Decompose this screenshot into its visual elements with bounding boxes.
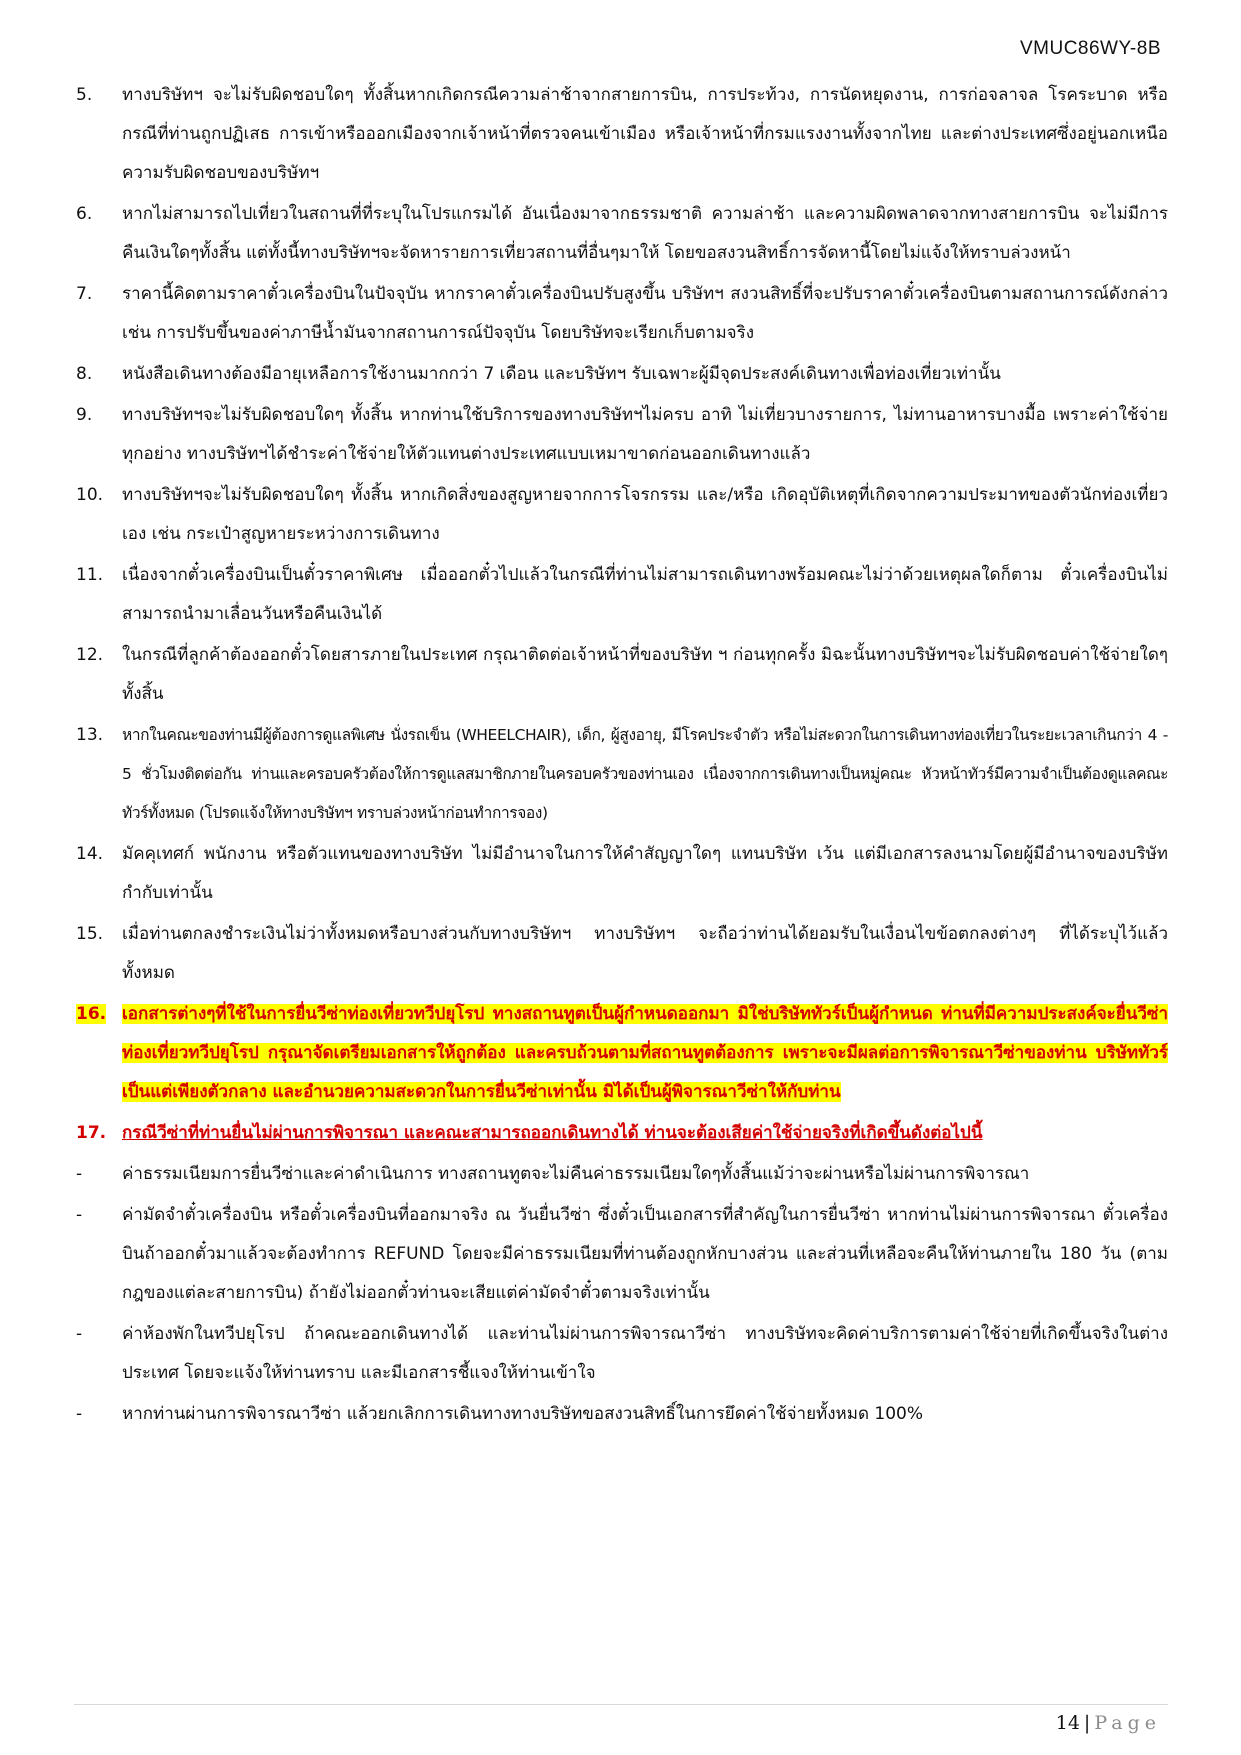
condition-item-11 bbox=[74, 556, 1168, 634]
item-number: 7. bbox=[76, 284, 93, 304]
item-number: 15. bbox=[76, 924, 104, 944]
item-number: 12. bbox=[76, 645, 104, 665]
item-text: ทางบริษัทฯจะไม่รับผิดชอบใดๆ ทั้งสิ้น หากเกิดสิ่งของสูญหายจากการโจรกรรม และ/หรือ เกิดอุบัติเหตุที่เกิดจากความประมาทของตัวนักท่องเที่ยวเอง เช่น กระเป๋าสูญหายระหว่างการเดินทาง bbox=[122, 485, 1168, 544]
item-text: กรณีวีซ่าที่ท่านยื่นไม่ผ่านการพิจารณา และคณะสามารถออกเดินทางได้ ท่านจะต้องเสียค่าใช้จ่ายจริงที่เกิดขึ้นดังต่อไปนี้ bbox=[122, 1123, 983, 1143]
item-text: เนื่องจากตั๋วเครื่องบินเป็นตั๋วราคาพิเศษ เมื่อออกตั๋วไปแล้วในกรณีที่ท่านไม่สามารถเดินทางพร้อมคณะไม่ว่าด้วยเหตุผลใดก็ตาม ตั๋วเครื่องบินไม่สามารถนำมาเลื่อนวันหรือคืนเงินได้ bbox=[122, 565, 1168, 624]
item-text: ทางบริษัทฯจะไม่รับผิดชอบใดๆ ทั้งสิ้น หากท่านใช้บริการของทางบริษัทฯไม่ครบ อาทิ ไม่เที่ยวบางรายการ, ไม่ทานอาหารบางมื้อ เพราะค่าใช้จ่ายทุกอย่าง ทางบริษัทฯได้ชำระค่าใช้จ่ายให้ตัวแทนต่างประเทศแบบเหมาขาดก่อนออกเดินทางแล้ว bbox=[122, 405, 1168, 464]
footer-divider bbox=[74, 1704, 1168, 1705]
condition-item-9 bbox=[74, 396, 1168, 474]
bullet-dash: - bbox=[76, 1404, 83, 1424]
item-number: 6. bbox=[76, 204, 93, 224]
condition-item-17-underlined bbox=[74, 1114, 1168, 1153]
item-text: หากไม่สามารถไปเที่ยวในสถานที่ที่ระบุในโปรแกรมได้ อันเนื่องมาจากธรรมชาติ ความล่าช้า และความผิดพลาดจากทางสายการบิน จะไม่มีการคืนเงินใดๆทั้งสิ้น แต่ทั้งนี้ทางบริษัทฯจะจัดหารายการเที่ยวสถานที่อื่นๆมาให้ โดยขอสงวนสิทธิ์การจัดหานี้โดยไม่แจ้งให้ทราบล่วงหน้า bbox=[122, 204, 1168, 263]
bullet-dash: - bbox=[76, 1324, 83, 1344]
item-number: 13. bbox=[76, 725, 104, 745]
visa-fee-bullet bbox=[74, 1155, 1168, 1194]
condition-item-8 bbox=[74, 355, 1168, 394]
item-number: 5. bbox=[76, 85, 93, 105]
footer-separator: | bbox=[1083, 1712, 1091, 1734]
page-label: Page bbox=[1094, 1712, 1161, 1734]
bullet-text: หากท่านผ่านการพิจารณาวีซ่า แล้วยกเลิกการเดินทางทางบริษัทขอสงวนสิทธิ์ในการยึดค่าใช้จ่ายทั้งหมด 100% bbox=[122, 1404, 924, 1424]
condition-item-10 bbox=[74, 476, 1168, 554]
item-number: 11. bbox=[76, 565, 104, 585]
hotel-cost-bullet bbox=[74, 1315, 1168, 1393]
item-text: ในกรณีที่ลูกค้าต้องออกตั๋วโดยสารภายในประเทศ กรุณาติดต่อเจ้าหน้าที่ของบริษัท ฯ ก่อนทุกครั้ง มิฉะนั้นทางบริษัทฯจะไม่รับผิดชอบค่าใช้จ่ายใดๆ ทั้งสิ้น bbox=[122, 645, 1168, 704]
item-number: 10. bbox=[76, 485, 104, 505]
cancellation-bullet bbox=[74, 1395, 1168, 1434]
item-text: ทางบริษัทฯ จะไม่รับผิดชอบใดๆ ทั้งสิ้นหากเกิดกรณีความล่าช้าจากสายการบิน, การประท้วง, การนัดหยุดงาน, การก่อจลาจล โรคระบาด หรือกรณีที่ท่านถูกปฏิเสธ การเข้าหรือออกเมืองจากเจ้าหน้าที่ตรวจคนเข้าเมือง หรือเจ้าหน้าที่กรมแรงงานทั้งจากไทย และต่างประเทศซึ่งอยู่นอกเหนือความรับผิดชอบของบริษัทฯ bbox=[122, 85, 1168, 183]
condition-item-5 bbox=[74, 76, 1168, 193]
condition-item-15 bbox=[74, 915, 1168, 993]
item-text: ราคานี้คิดตามราคาตั๋วเครื่องบินในปัจจุบัน หากราคาตั๋วเครื่องบินปรับสูงขึ้น บริษัทฯ สงวนสิทธิ์ที่จะปรับราคาตั๋วเครื่องบินตามสถานการณ์ดังกล่าว เช่น การปรับขึ้นของค่าภาษีน้ำมันจากสถานการณ์ปัจจุบัน โดยบริษัทจะเรียกเก็บตามจริง bbox=[122, 284, 1168, 343]
page-number: 14 bbox=[1055, 1712, 1080, 1734]
item-number: 9. bbox=[76, 405, 93, 425]
item-number: 16. bbox=[76, 1004, 107, 1024]
condition-item-13 bbox=[74, 716, 1168, 833]
condition-item-14 bbox=[74, 835, 1168, 913]
item-text: มัคคุเทศก์ พนักงาน หรือตัวแทนของทางบริษัท ไม่มีอำนาจในการให้คำสัญญาใดๆ แทนบริษัท เว้น แต่มีเอกสารลงนามโดยผู้มีอำนาจของบริษัทกำกับเท่านั้น bbox=[122, 844, 1168, 903]
condition-item-12 bbox=[74, 636, 1168, 714]
bullet-text: ค่ามัดจำตั๋วเครื่องบิน หรือตั๋วเครื่องบินที่ออกมาจริง ณ วันยื่นวีซ่า ซึ่งตั๋วเป็นเอกสารที่สำคัญในการยื่นวีซ่า หากท่านไม่ผ่านการพิจารณา ตั๋วเครื่องบินถ้าออกตั๋วมาแล้วจะต้องทำการ REFUND โดยจะมีค่าธรรมเนียมที่ท่านต้องถูกหักบางส่วน และส่วนที่เหลือจะคืนให้ท่านภายใน 180 วัน (ตามกฎของแต่ละสายการบิน) ถ้ายังไม่ออกตั๋วท่านจะเสียแต่ค่ามัดจำตั๋วตามจริงเท่านั้น bbox=[122, 1205, 1168, 1303]
item-text: เอกสารต่างๆที่ใช้ในการยื่นวีซ่าท่องเที่ยวทวีปยุโรป ทางสถานทูตเป็นผู้กำหนดออกมา มิใช่บริษัททัวร์เป็นผู้กำหนด ท่านที่มีความประสงค์จะยื่นวีซ่าท่องเที่ยวทวีปยุโรป กรุณาจัดเตรียมเอกสารให้ถูกต้อง และครบถ้วนตามที่สถานทูตต้องการ เพราะจะมีผลต่อการพิจารณาวีซ่าของท่าน บริษัททัวร์เป็นแต่เพียงตัวกลาง และอำนวยความสะดวกในการยื่นวีซ่าเท่านั้น มิได้เป็นผู้พิจารณาวีซ่าให้กับท่าน bbox=[122, 1004, 1168, 1102]
document-code: VMUC86WY-8B bbox=[1019, 38, 1161, 59]
item-number: 14. bbox=[76, 844, 104, 864]
item-text: หากในคณะของท่านมีผู้ต้องการดูแลพิเศษ นั่งรถเข็น (WHEELCHAIR), เด็ก, ผู้สูงอายุ, มีโรคประจำตัว หรือไม่สะดวกในการเดินทางท่องเที่ยวในระยะเวลาเกินกว่า 4 - 5 ชั่วโมงติดต่อกัน ท่านและครอบครัวต้องให้การดูแลสมาชิกภายในครอบครัวของท่านเอง เนื่องจากการเดินทางเป็นหมู่คณะ หัวหน้าทัวร์มีความจำเป็นต้องดูแลคณะทัวร์ทั้งหมด (โปรดแจ้งให้ทางบริษัทฯ ทราบล่วงหน้าก่อนทำการจอง) bbox=[122, 726, 1168, 822]
page-footer bbox=[1056, 1712, 1161, 1734]
bullet-text: ค่าห้องพักในทวีปยุโรป ถ้าคณะออกเดินทางได้ และท่านไม่ผ่านการพิจารณาวีซ่า ทางบริษัทจะคิดค่าบริการตามค่าใช้จ่ายที่เกิดขึ้นจริงในต่างประเทศ โดยจะแจ้งให้ท่านทราบ และมีเอกสารชี้แจงให้ท่านเข้าใจ bbox=[122, 1324, 1168, 1383]
condition-item-16-highlighted bbox=[74, 995, 1168, 1112]
item-text: หนังสือเดินทางต้องมีอายุเหลือการใช้งานมากกว่า 7 เดือน และบริษัทฯ รับเฉพาะผู้มีจุดประสงค์เดินทางเพื่อท่องเที่ยวเท่านั้น bbox=[122, 364, 1001, 384]
bullet-text: ค่าธรรมเนียมการยื่นวีซ่าและค่าดำเนินการ ทางสถานทูตจะไม่คืนค่าธรรมเนียมใดๆทั้งสิ้นแม้ว่าจะผ่านหรือไม่ผ่านการพิจารณา bbox=[122, 1164, 1030, 1184]
conditions-list bbox=[74, 76, 1168, 1436]
bullet-dash: - bbox=[76, 1164, 83, 1184]
item-number: 17. bbox=[76, 1123, 107, 1143]
condition-item-6 bbox=[74, 195, 1168, 273]
bullet-dash: - bbox=[76, 1205, 83, 1225]
air-ticket-bullet bbox=[74, 1196, 1168, 1313]
item-number: 8. bbox=[76, 364, 93, 384]
condition-item-7 bbox=[74, 275, 1168, 353]
item-text: เมื่อท่านตกลงชำระเงินไม่ว่าทั้งหมดหรือบางส่วนกับทางบริษัทฯ ทางบริษัทฯ จะถือว่าท่านได้ยอมรับในเงื่อนไขข้อตกลงต่างๆ ที่ได้ระบุไว้แล้วทั้งหมด bbox=[122, 924, 1168, 983]
